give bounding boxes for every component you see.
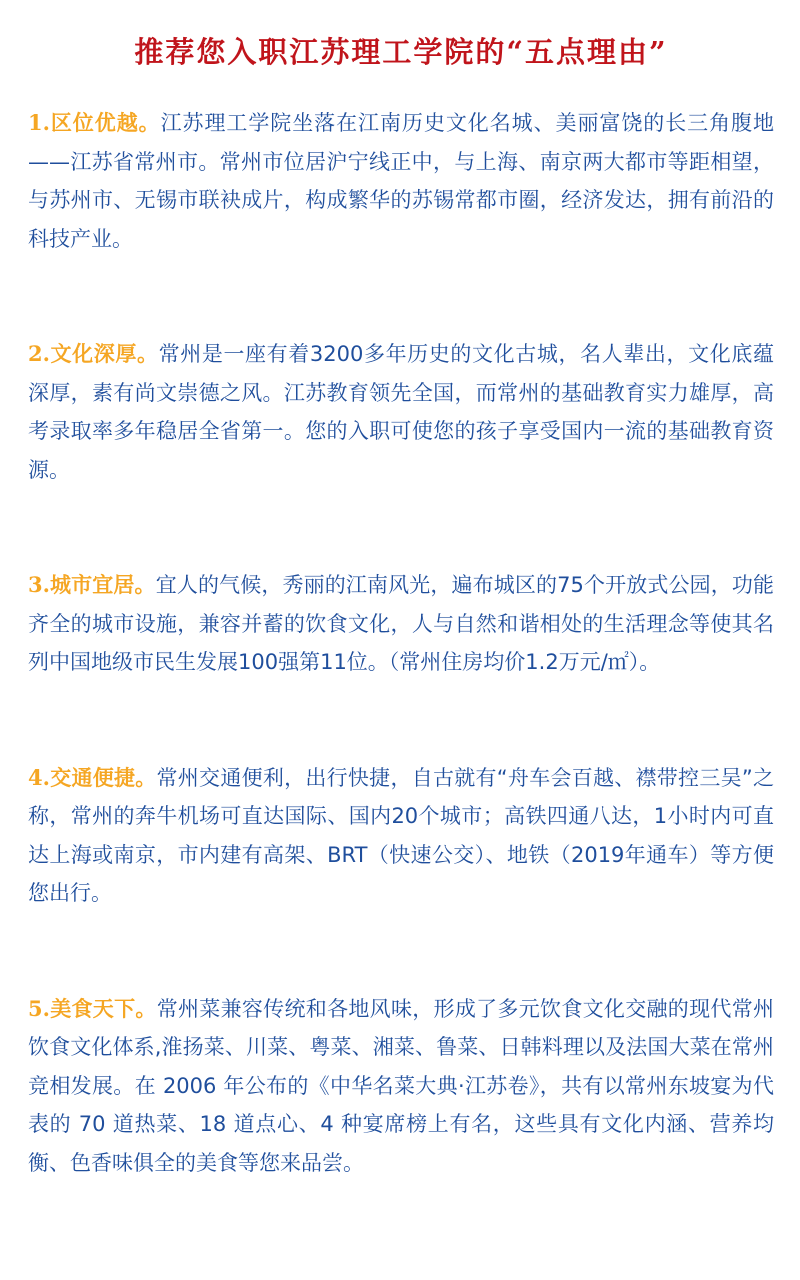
reason-body: 常州菜兼容传统和各地风味，形成了多元饮食文化交融的现代常州饮食文化体系,淮扬菜、川菜、粤菜、湘菜、鲁菜、日韩料理以及法国大菜在常州竞相发展。在 2006 年公布的《中华名菜大典·江苏卷》，共有以常州东坡宴为代表的 70 道热菜、18 道点心、4 种宴席榜上有名，这些具有文化内涵、营养均衡、色香味俱全的美食等您来品尝。 (28, 996, 774, 1175)
reason-body: 常州是一座有着3200多年历史的文化古城，名人辈出，文化底蕴深厚，素有尚文崇德之风。江苏教育领先全国，而常州的基础教育实力雄厚，高考录取率多年稳居全省第一。您的入职可使您的孩子享受国内一流的基础教育资源。 (28, 342, 774, 482)
reason-heading: 4.交通便捷。 (28, 764, 157, 790)
reason-transportation (28, 759, 774, 913)
reason-heading: 5.美食天下。 (28, 995, 157, 1021)
reason-heading: 1.区位优越。 (28, 110, 161, 135)
reason-body: 常州交通便利，出行快捷，自古就有“舟车会百越、襟带控三吴”之称，常州的奔牛机场可直达国际、国内20个城市；高铁四通八达，1小时内可直达上海或南京，市内建有高架、BRT（快速公交）、地铁（2019年通车）等方便您出行。 (28, 765, 774, 905)
reason-heading: 3.城市宜居。 (28, 572, 156, 597)
reason-location (28, 104, 774, 258)
reason-livable-city (28, 566, 774, 682)
reason-body: 宜人的气候，秀丽的江南风光，遍布城区的75个开放式公园，功能齐全的城市设施，兼容并蓄的饮食文化，人与自然和谐相处的生活理念等使其名列中国地级市民生发展100强第11位。（常州住房均价1.2万元/㎡）。 (28, 573, 774, 674)
reason-food (28, 990, 774, 1183)
reason-heading: 2.文化深厚。 (28, 341, 159, 366)
reason-body: 江苏理工学院坐落在江南历史文化名城、美丽富饶的长三角腹地——江苏省常州市。常州市位居沪宁线正中，与上海、南京两大都市等距相望，与苏州市、无锡市联袂成片，构成繁华的苏锡常都市圈，经济发达，拥有前沿的科技产业。 (28, 111, 774, 251)
page-title: 推荐您入职江苏理工学院的“五点理由” (134, 35, 668, 69)
reason-culture (28, 335, 774, 489)
